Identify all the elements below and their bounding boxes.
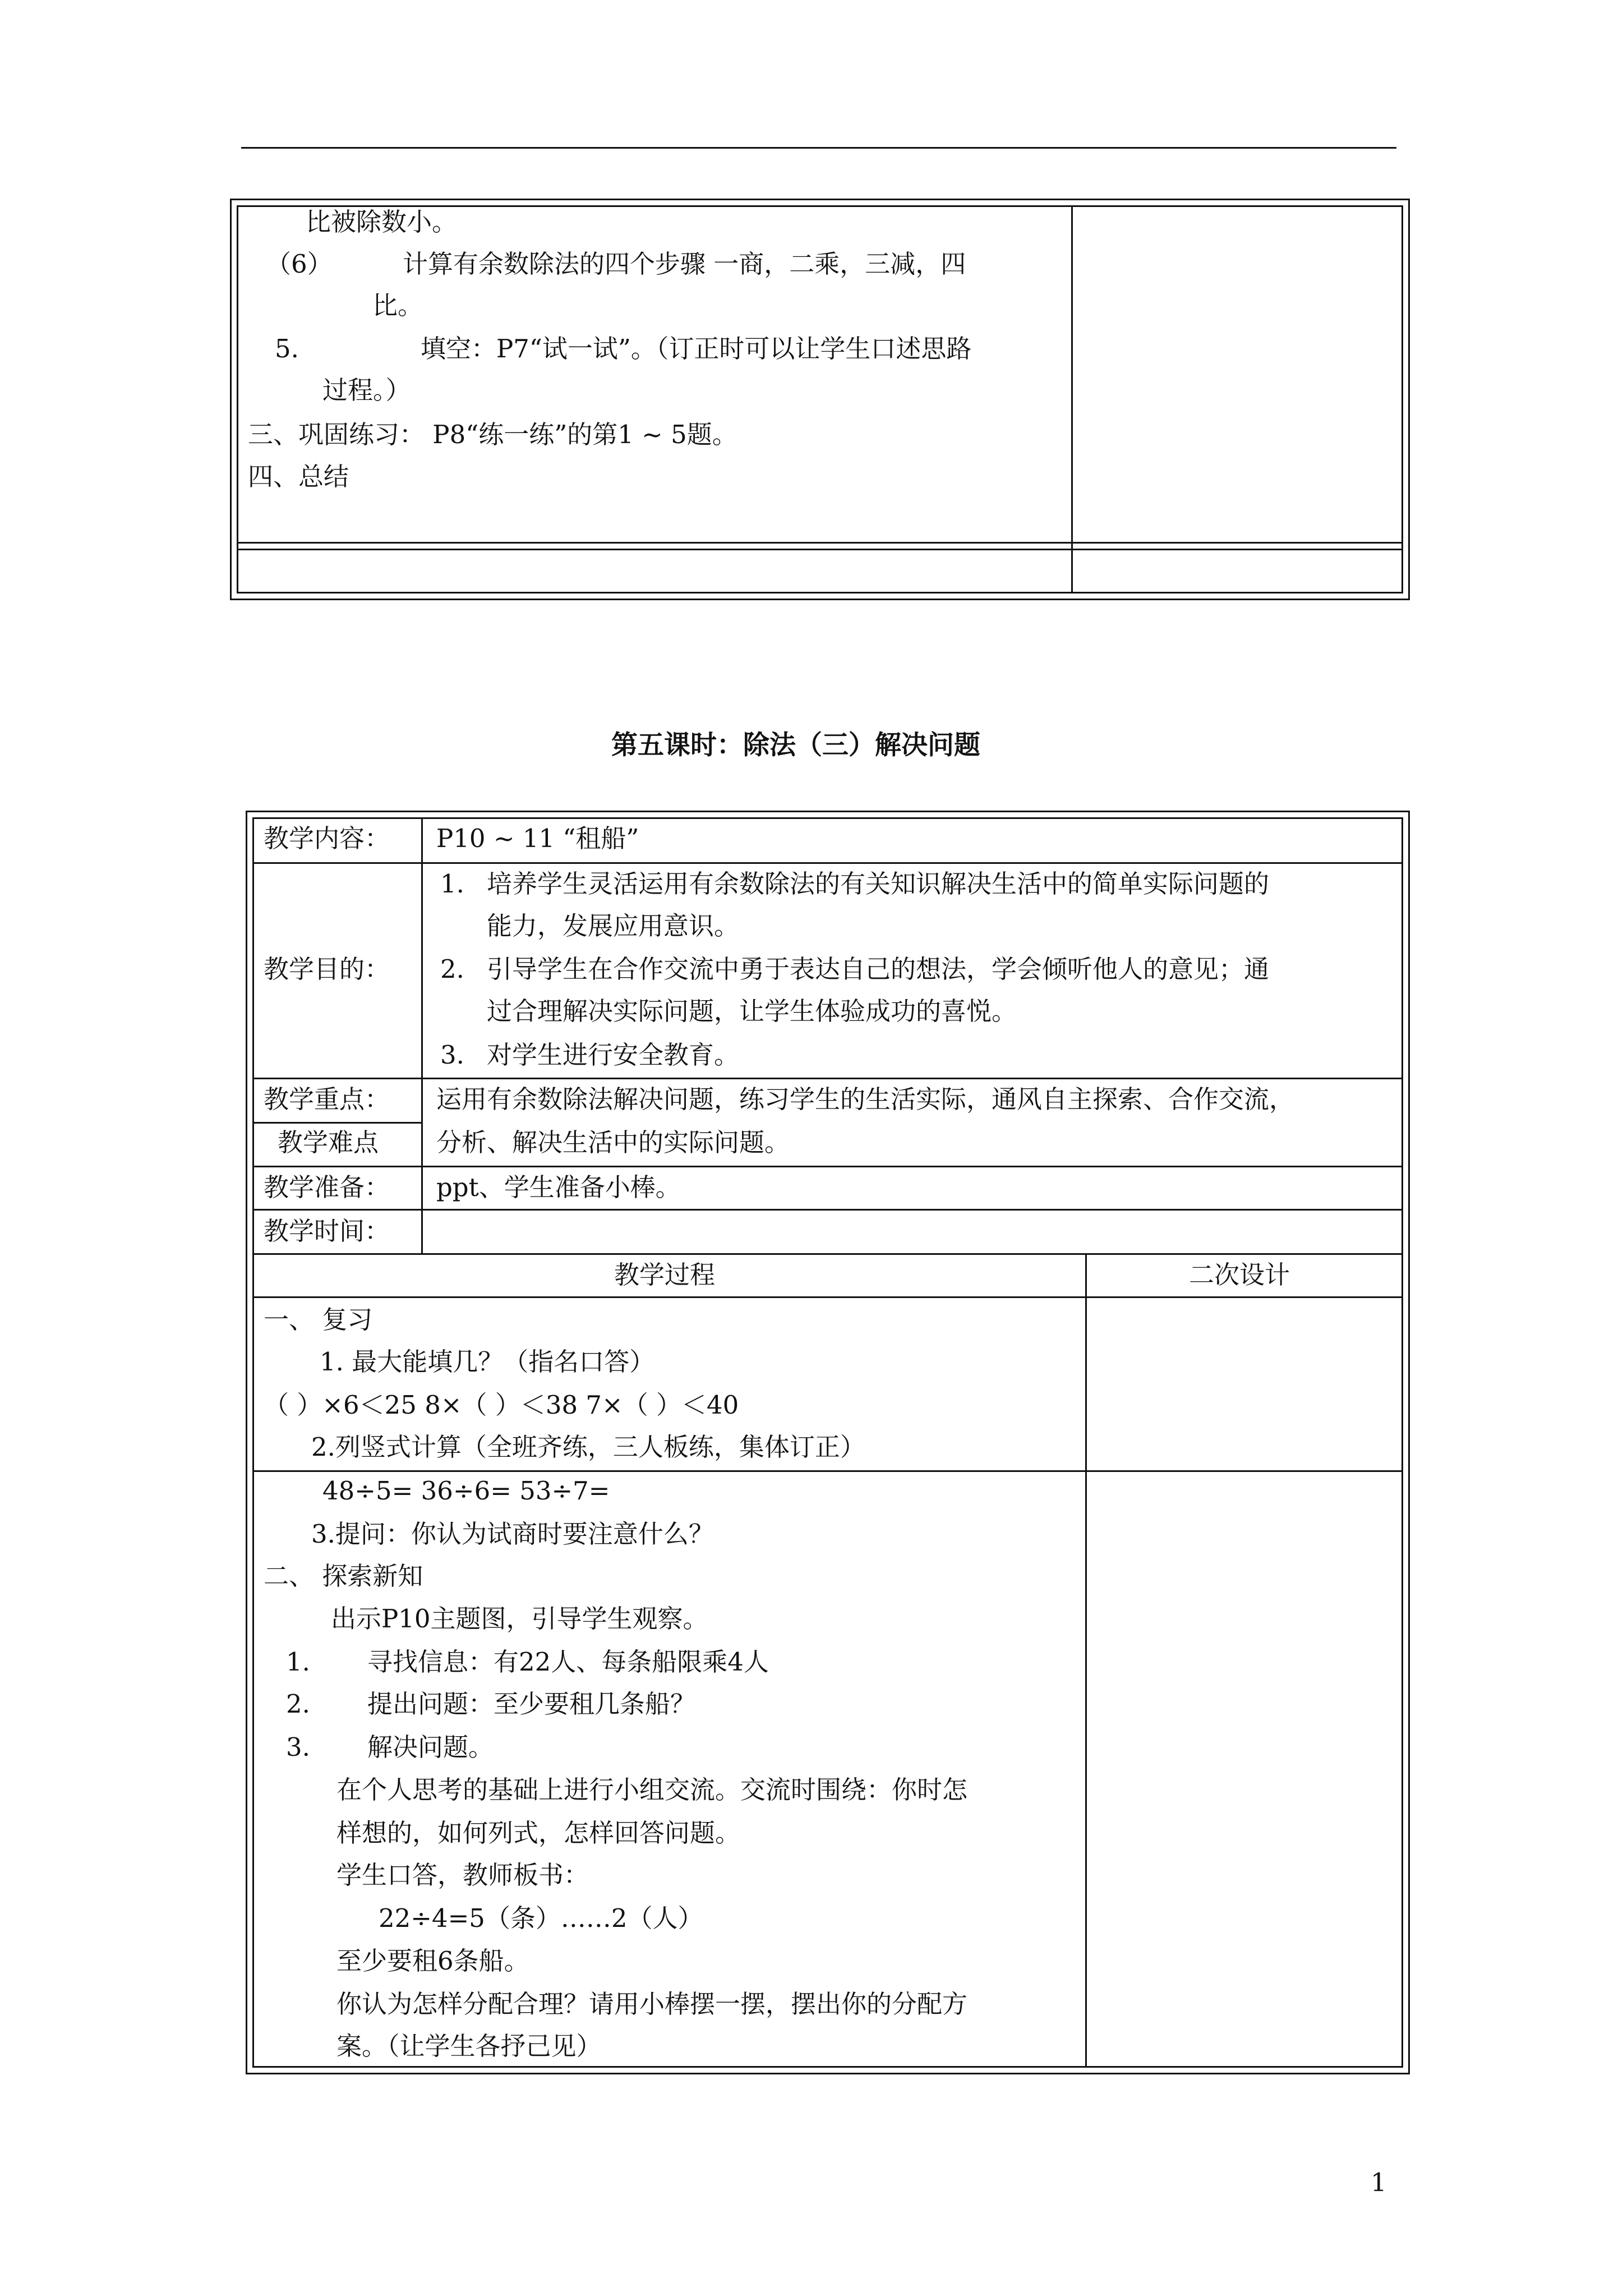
process-line: 至少要租6条船。	[336, 1946, 529, 1976]
review-line: 1. 最大能填几？（指名口答）	[320, 1347, 655, 1377]
header-redesign: 二次设计	[1189, 1260, 1290, 1290]
review-line: 2.列竖式计算（全班齐练，三人板练，集体订正）	[311, 1432, 865, 1462]
goal-number: 2.	[440, 954, 464, 984]
review-line: （ ）×6＜25 8×（ ）＜38 7×（ ）＜40	[264, 1390, 739, 1420]
redesign-column-divider	[1085, 1253, 1087, 2068]
row-divider	[252, 1166, 1403, 1167]
process-line: 出示P10主题图，引导学生观察。	[331, 1604, 708, 1634]
process-line: 48÷5= 36÷6= 53÷7=	[322, 1476, 610, 1506]
table1-row-divider	[237, 542, 1403, 544]
table1-column-divider	[1071, 205, 1073, 593]
goal-line: 培养学生灵活运用有余数除法的有关知识解决生活中的简单实际问题的	[487, 869, 1270, 899]
process-line: 寻找信息：有22人、每条船限乘4人	[367, 1647, 769, 1677]
review-heading: 一、 复习	[264, 1305, 373, 1335]
process-heading: 二、 探索新知	[264, 1561, 423, 1591]
process-line: 案。（让学生各抒己见）	[336, 2031, 602, 2061]
header-process: 教学过程	[614, 1260, 716, 1290]
process-line: 解决问题。	[367, 1732, 494, 1762]
table1-line: 过程。）	[322, 375, 411, 405]
goal-line: 引导学生在合作交流中勇于表达自己的想法，学会倾听他人的意见；通	[487, 954, 1270, 984]
table1-line: 计算有余数除法的四个步骤 一商，二乘，三减，四	[403, 249, 966, 279]
goal-line: 对学生进行安全教育。	[487, 1040, 740, 1070]
label-preparation: 教学准备：	[264, 1172, 390, 1202]
table1-line: 5.	[275, 334, 299, 364]
key-point-line: 运用有余数除法解决问题，练习学生的生活实际，通风自主探索、合作交流，	[436, 1084, 1295, 1114]
row-divider	[252, 1122, 421, 1124]
label-goals: 教学目的：	[264, 954, 390, 984]
step-number: 1.	[286, 1647, 310, 1677]
table1-line: 比。	[372, 291, 423, 320]
label-key-point: 教学重点：	[264, 1084, 390, 1114]
label-content: 教学内容：	[264, 823, 390, 853]
row-divider	[252, 1078, 1403, 1079]
step-number: 2.	[286, 1689, 310, 1719]
table1-row-divider-2	[237, 549, 1403, 550]
value-preparation: ppt、学生准备小棒。	[436, 1172, 681, 1202]
row-divider	[252, 862, 1403, 864]
row-divider	[252, 1253, 1403, 1255]
goal-number: 3.	[440, 1040, 464, 1070]
goal-line: 过合理解决实际问题，让学生体验成功的喜悦。	[487, 996, 1017, 1026]
header-rule	[241, 147, 1396, 149]
label-time: 教学时间：	[264, 1216, 390, 1246]
process-line: 3.提问：你认为试商时要注意什么？	[311, 1519, 714, 1549]
process-line: 学生口答，教师板书：	[336, 1860, 589, 1890]
key-point-line: 分析、解决生活中的实际问题。	[436, 1128, 790, 1157]
row-divider	[252, 1296, 1403, 1298]
table1-line: 四、总结	[248, 462, 349, 491]
process-line: 样想的，如何列式，怎样回答问题。	[336, 1818, 741, 1848]
label-column-divider	[421, 817, 423, 1253]
table1-line: 填空：P7“试一试”。（订正时可以让学生口述思路	[421, 334, 972, 364]
page-number: 1	[1371, 2168, 1387, 2197]
process-line: 在个人思考的基础上进行小组交流。交流时围绕：你时怎	[336, 1775, 968, 1805]
goal-number: 1.	[440, 869, 464, 899]
label-difficulty: 教学难点	[278, 1128, 379, 1157]
table1-line: 三、巩固练习： P8“练一练”的第1 ~ 5题。	[248, 420, 737, 449]
value-content: P10 ~ 11 “租船”	[436, 823, 639, 853]
process-line: 22÷4=5（条）……2（人）	[379, 1903, 703, 1933]
row-divider	[252, 1209, 1403, 1211]
process-line: 提出问题：至少要租几条船？	[367, 1689, 696, 1719]
process-line: 你认为怎样分配合理？请用小棒摆一摆，摆出你的分配方	[336, 1989, 968, 2019]
goal-line: 能力，发展应用意识。	[487, 911, 740, 941]
table1-line: （6）	[266, 249, 333, 279]
row-divider	[252, 1470, 1403, 1472]
step-number: 3.	[286, 1732, 310, 1762]
lesson-title: 第五课时：除法（三）解决问题	[611, 730, 980, 761]
table1-line: 比被除数小。	[306, 207, 458, 237]
